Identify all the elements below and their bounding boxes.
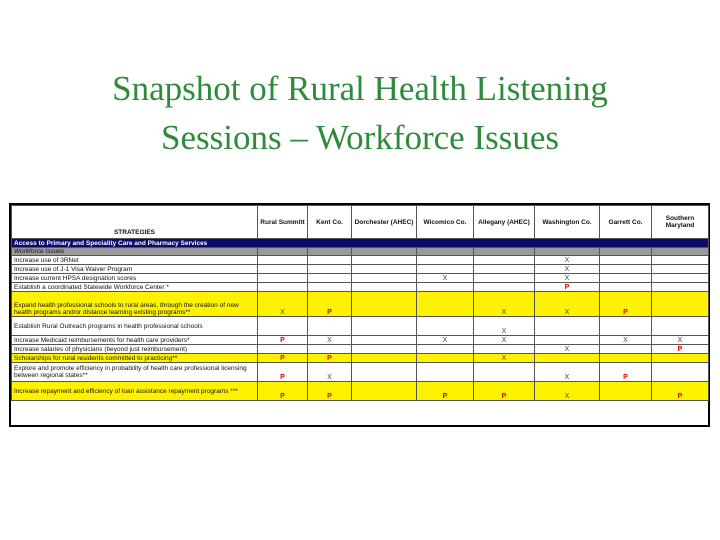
mark-cell	[308, 274, 352, 283]
mark-cell	[600, 265, 652, 274]
mark-cell	[600, 354, 652, 363]
mark-cell: P	[258, 382, 308, 401]
table-row	[12, 265, 709, 274]
strategy-label: Expand health professional schools to rural areas, through the creation of new health programs and/or distance learning existing programs**	[12, 292, 258, 317]
table-row	[12, 336, 709, 345]
mark-cell	[474, 283, 535, 292]
mark-cell: X	[535, 256, 600, 265]
mark-cell	[652, 274, 709, 283]
header-column: Southern Maryland	[652, 206, 709, 239]
mark-cell: P	[652, 345, 709, 354]
subsection-label: Workforce Issues	[12, 248, 258, 256]
mark-cell	[308, 345, 352, 354]
table-row	[12, 256, 709, 265]
mark-cell: X	[474, 354, 535, 363]
mark-cell	[258, 345, 308, 354]
slide-title	[0, 64, 720, 162]
table-row	[12, 283, 709, 292]
strategies-table	[9, 203, 710, 427]
mark-cell: X	[535, 345, 600, 354]
strategy-label: Increase Medicaid reimbursements for health care providers*	[12, 336, 258, 345]
table-row	[12, 274, 709, 283]
mark-cell	[417, 345, 474, 354]
mark-cell	[352, 354, 417, 363]
slide-title-line-1: Snapshot of Rural Health Listening	[112, 69, 608, 108]
strategy-label: Scholarships for rural residents committed to practicing**	[12, 354, 258, 363]
header-column: Washington Co.	[535, 206, 600, 239]
strategy-label: Increase use of J-1 Visa Waiver Program	[12, 265, 258, 274]
mark-cell	[535, 336, 600, 345]
mark-cell	[417, 265, 474, 274]
mark-cell: X	[535, 292, 600, 317]
header-column: Wicomico Co.	[417, 206, 474, 239]
mark-cell	[308, 256, 352, 265]
table-header-row	[12, 206, 709, 239]
mark-cell: X	[474, 292, 535, 317]
section-row	[12, 239, 709, 248]
mark-cell	[535, 354, 600, 363]
mark-cell: P	[535, 283, 600, 292]
table-row	[12, 354, 709, 363]
mark-cell	[474, 345, 535, 354]
mark-cell: P	[600, 363, 652, 382]
mark-cell	[474, 256, 535, 265]
table-row	[12, 345, 709, 354]
mark-cell	[417, 256, 474, 265]
mark-cell: X	[308, 363, 352, 382]
mark-cell	[308, 317, 352, 336]
mark-cell: X	[535, 363, 600, 382]
strategy-label: Increase use of 3RNet	[12, 256, 258, 265]
mark-cell	[652, 354, 709, 363]
mark-cell	[474, 363, 535, 382]
mark-cell	[600, 382, 652, 401]
mark-cell	[352, 363, 417, 382]
mark-cell	[652, 363, 709, 382]
mark-cell: P	[308, 382, 352, 401]
table-row	[12, 382, 709, 401]
section-label: Access to Primary and Speciality Care and Pharmacy Services	[12, 239, 709, 248]
mark-cell	[600, 256, 652, 265]
slide-title-line-2: Sessions – Workforce Issues	[160, 118, 560, 157]
mark-cell	[652, 256, 709, 265]
mark-cell	[352, 265, 417, 274]
mark-cell	[652, 265, 709, 274]
mark-cell: P	[652, 382, 709, 401]
mark-cell	[352, 382, 417, 401]
mark-cell	[352, 292, 417, 317]
header-strategies: STRATEGIES	[12, 206, 258, 239]
header-column: Allegany (AHEC)	[474, 206, 535, 239]
mark-cell: X	[600, 336, 652, 345]
mark-cell	[258, 265, 308, 274]
mark-cell	[474, 265, 535, 274]
mark-cell	[652, 283, 709, 292]
mark-cell	[474, 274, 535, 283]
mark-cell	[417, 317, 474, 336]
mark-cell	[352, 283, 417, 292]
mark-cell: X	[474, 336, 535, 345]
strategy-label: Increase salaries of physicians (beyond just reimbursement)	[12, 345, 258, 354]
table-row	[12, 363, 709, 382]
mark-cell	[308, 283, 352, 292]
mark-cell: X	[417, 274, 474, 283]
mark-cell	[352, 336, 417, 345]
mark-cell	[352, 345, 417, 354]
mark-cell	[600, 283, 652, 292]
mark-cell: P	[474, 382, 535, 401]
subsection-row	[12, 248, 709, 256]
mark-cell: X	[535, 382, 600, 401]
mark-cell: P	[600, 292, 652, 317]
mark-cell	[308, 265, 352, 274]
mark-cell	[417, 354, 474, 363]
mark-cell: X	[535, 265, 600, 274]
strategy-label: Increase repayment and efficiency of loan assistance repayment programs ***	[12, 382, 258, 401]
header-column: Kent Co.	[308, 206, 352, 239]
mark-cell	[258, 274, 308, 283]
mark-cell	[417, 363, 474, 382]
mark-cell: P	[417, 382, 474, 401]
table-row	[12, 317, 709, 336]
strategy-label: Explore and promote efficiency in probability of health care professional licensing between regional states**	[12, 363, 258, 382]
mark-cell	[258, 256, 308, 265]
mark-cell	[352, 317, 417, 336]
strategy-label: Increase current HPSA designation scores	[12, 274, 258, 283]
mark-cell	[535, 317, 600, 336]
mark-cell	[417, 292, 474, 317]
mark-cell: X	[417, 336, 474, 345]
mark-cell	[600, 345, 652, 354]
header-column: Rural Summitt	[258, 206, 308, 239]
mark-cell	[258, 317, 308, 336]
mark-cell	[652, 317, 709, 336]
mark-cell	[352, 274, 417, 283]
mark-cell: X	[258, 292, 308, 317]
mark-cell	[600, 317, 652, 336]
mark-cell	[352, 256, 417, 265]
mark-cell: X	[474, 317, 535, 336]
strategy-label: Establish Rural Outreach programs in health professional schools	[12, 317, 258, 336]
table-row	[12, 292, 709, 317]
mark-cell	[600, 274, 652, 283]
header-column: Garrett Co.	[600, 206, 652, 239]
mark-cell: P	[308, 292, 352, 317]
header-column: Dorchester (AHEC)	[352, 206, 417, 239]
mark-cell: X	[308, 336, 352, 345]
mark-cell	[258, 283, 308, 292]
mark-cell	[652, 292, 709, 317]
mark-cell: P	[258, 354, 308, 363]
mark-cell: P	[308, 354, 352, 363]
mark-cell: X	[652, 336, 709, 345]
mark-cell: X	[535, 274, 600, 283]
mark-cell: P	[258, 363, 308, 382]
mark-cell	[417, 283, 474, 292]
strategy-label: Establish a coordinated Statewide Workforce Center *	[12, 283, 258, 292]
mark-cell: P	[258, 336, 308, 345]
